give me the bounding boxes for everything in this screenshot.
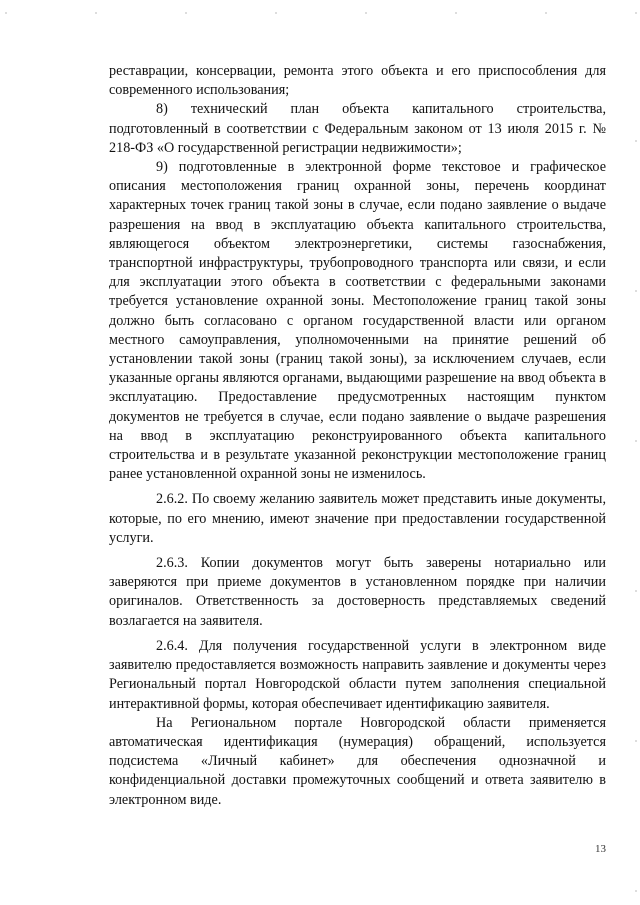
paragraph-item-9: 9) подготовленные в электронной форме текстовое и графическое описания местоположения границ охранной зоны, перечень координат характерных точек границ такой зоны в случае, если подано заявление о выдаче разрешения на ввод в эксплуатацию объекта капитального строительства, являющегося объектом электроэнергетики, системы газоснабжения, транспортной инфраструктуры, трубопроводного транспорта или связи, и если для эксплуатации этого объекта в соответствии с федеральными законами требуется установление охранной зоны. Местоположение границ такой зоны должно быть согласовано с органом государственной власти или органом местного самоуправления, уполномоченными на принятие решений об установлении такой зоны (границ такой зоны), за исключением случаев, если указанные органы являются органами, выдающими разрешение на ввод объекта в эксплуатацию. Предоставление предусмотренных настоящим пунктом документов не требуется в случае, если подано заявление о выдаче разрешения на ввод в эксплуатацию реконструированного объекта капитального строительства и в результате указанной реконструкции местоположение границ ранее установленной охранной зоны не изменилось. <box>109 159 606 483</box>
paragraph-2-6-4: 2.6.4. Для получения государственной услуги в электронном виде заявителю предоставляется возможность направить заявление и документы через Региональный портал Новгородской области путем заполнения специальной интерактивной формы, которая обеспечивает идентификацию заявителя. <box>109 637 606 712</box>
document-body <box>109 62 606 810</box>
paragraph-regional-portal: На Региональном портале Новгородской области применяется автоматическая идентификация (нумерация) обращений, используется подсистема «Личный кабинет» для обеспечения однозначной и конфиденциальной доставки промежуточных сообщений и ответа заявителю в электронном виде. <box>109 714 606 808</box>
paragraph-item-8: 8) технический план объекта капитального строительства, подготовленный в соответствии с Федеральным законом от 13 июля 2015 г. № 218-ФЗ «О государственной регистрации недвижимости»; <box>109 101 606 156</box>
paragraph-2-6-2: 2.6.2. По своему желанию заявитель может представить иные документы, которые, по его мнению, имеют значение при предоставлении государственной услуги. <box>109 491 606 546</box>
paragraph-continuation: реставрации, консервации, ремонта этого объекта и его приспособления для современного использования; <box>109 63 606 99</box>
paragraph-2-6-3: 2.6.3. Копии документов могут быть заверены нотариально или заверяются при приеме документов в установленном порядке при наличии оригиналов. Ответственность за достоверность представляемых сведений возлагается на заявителя. <box>109 555 606 629</box>
page-number: 13 <box>595 843 606 855</box>
